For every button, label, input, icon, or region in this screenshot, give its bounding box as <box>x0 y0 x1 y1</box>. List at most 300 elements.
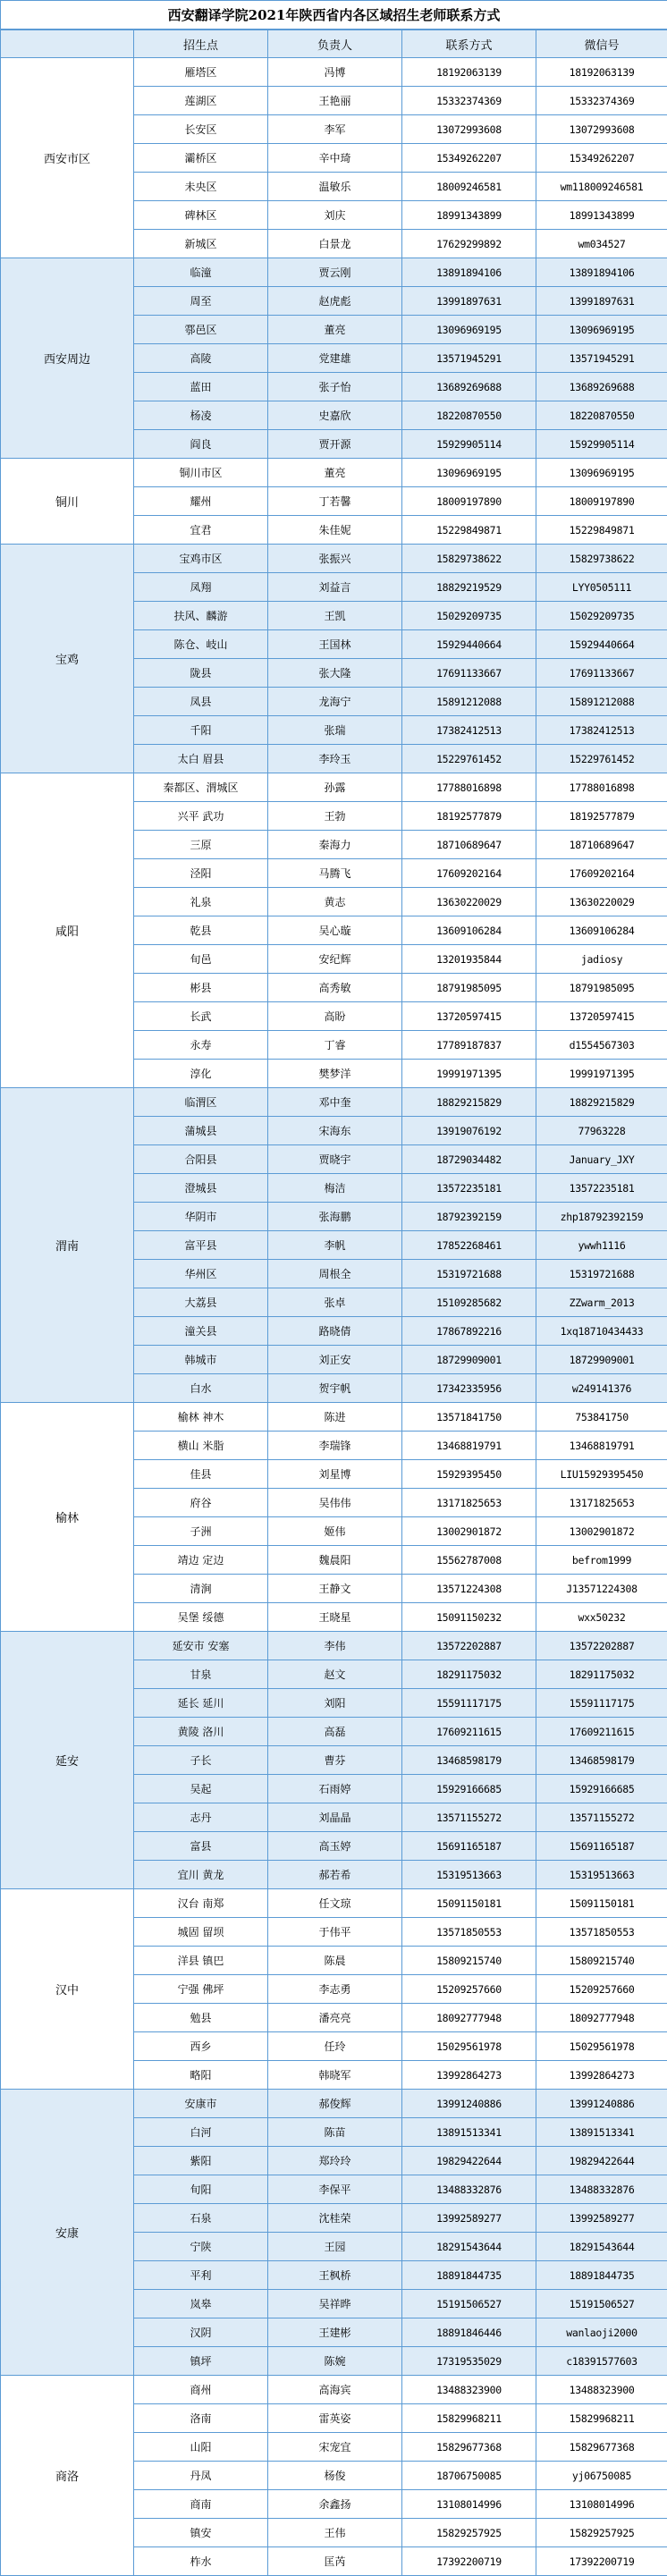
person-cell: 张瑞 <box>268 716 402 745</box>
table-row <box>1 1632 667 1660</box>
location-cell: 秦都区、渭城区 <box>134 773 268 802</box>
phone-cell: 18792392159 <box>402 1203 536 1231</box>
location-cell: 铜川市区 <box>134 459 268 487</box>
person-cell: 辛中琦 <box>268 144 402 173</box>
wechat-cell: 13571850553 <box>536 1918 667 1947</box>
person-cell: 黄志 <box>268 888 402 916</box>
person-cell: 李帆 <box>268 1231 402 1260</box>
location-cell: 未央区 <box>134 173 268 201</box>
wechat-cell: 17392200719 <box>536 2547 667 2576</box>
wechat-cell: 13572235181 <box>536 1174 667 1203</box>
table-row <box>1 459 667 487</box>
location-cell: 岚皋 <box>134 2290 268 2318</box>
phone-cell: 18829219529 <box>402 573 536 602</box>
person-cell: 孙露 <box>268 773 402 802</box>
phone-cell: 15319513663 <box>402 1861 536 1889</box>
person-cell: 王勃 <box>268 802 402 831</box>
phone-cell: 13488323900 <box>402 2376 536 2404</box>
location-cell: 吴堡 绥德 <box>134 1603 268 1632</box>
region-cell: 汉中 <box>1 1889 134 2090</box>
person-cell: 赵文 <box>268 1660 402 1689</box>
location-cell: 横山 米脂 <box>134 1432 268 1460</box>
location-cell: 碑林区 <box>134 201 268 230</box>
person-cell: 任文琼 <box>268 1889 402 1918</box>
location-cell: 陈仓、岐山 <box>134 630 268 659</box>
person-cell: 朱佳妮 <box>268 516 402 545</box>
location-cell: 永寿 <box>134 1031 268 1060</box>
phone-cell: 13720597415 <box>402 1002 536 1031</box>
person-cell: 刘庆 <box>268 201 402 230</box>
wechat-cell: yj06750085 <box>536 2462 667 2490</box>
wechat-cell: ZZwarm_2013 <box>536 1288 667 1317</box>
wechat-cell: 15829257925 <box>536 2519 667 2547</box>
table-row <box>1 2090 667 2118</box>
person-cell: 张海鹏 <box>268 1203 402 1231</box>
wechat-cell: 13991897631 <box>536 287 667 316</box>
phone-cell: 15209257660 <box>402 1975 536 2004</box>
header-region <box>1 30 134 58</box>
phone-cell: 19991971395 <box>402 1060 536 1088</box>
phone-cell: 13571945291 <box>402 344 536 373</box>
wechat-cell: wm118009246581 <box>536 173 667 201</box>
wechat-cell: 15319513663 <box>536 1861 667 1889</box>
wechat-cell: 18291543644 <box>536 2233 667 2261</box>
person-cell: 宋海东 <box>268 1117 402 1145</box>
wechat-cell: zhp18792392159 <box>536 1203 667 1231</box>
person-cell: 潘亮亮 <box>268 2004 402 2032</box>
phone-cell: 13571841750 <box>402 1403 536 1432</box>
location-cell: 安康市 <box>134 2090 268 2118</box>
phone-cell: 15829257925 <box>402 2519 536 2547</box>
location-cell: 华州区 <box>134 1260 268 1288</box>
phone-cell: 17382412513 <box>402 716 536 745</box>
header-person: 负责人 <box>268 30 402 58</box>
wechat-cell: 17609211615 <box>536 1718 667 1746</box>
person-cell: 丁若馨 <box>268 487 402 516</box>
phone-cell: 13108014996 <box>402 2490 536 2519</box>
location-cell: 镇坪 <box>134 2347 268 2376</box>
wechat-cell: 13108014996 <box>536 2490 667 2519</box>
location-cell: 汉阴 <box>134 2318 268 2347</box>
person-cell: 王凯 <box>268 602 402 630</box>
person-cell: 赵虎彪 <box>268 287 402 316</box>
person-cell: 丁睿 <box>268 1031 402 1060</box>
phone-cell: 17789187837 <box>402 1031 536 1060</box>
wechat-cell: January_JXY <box>536 1145 667 1174</box>
person-cell: 秦海力 <box>268 831 402 859</box>
wechat-cell: w249141376 <box>536 1374 667 1403</box>
person-cell: 刘阳 <box>268 1689 402 1718</box>
location-cell: 清涧 <box>134 1575 268 1603</box>
phone-cell: 15349262207 <box>402 144 536 173</box>
phone-cell: 13468819791 <box>402 1432 536 1460</box>
phone-cell: 18291543644 <box>402 2233 536 2261</box>
phone-cell: 13571850553 <box>402 1918 536 1947</box>
phone-cell: 17609202164 <box>402 859 536 888</box>
phone-cell: 18891846446 <box>402 2318 536 2347</box>
person-cell: 匡芮 <box>268 2547 402 2576</box>
person-cell: 郝俊辉 <box>268 2090 402 2118</box>
location-cell: 合阳县 <box>134 1145 268 1174</box>
table-row <box>1 1889 667 1918</box>
wechat-cell: wm034527 <box>536 230 667 258</box>
wechat-cell: 15332374369 <box>536 87 667 115</box>
phone-cell: 13571155272 <box>402 1803 536 1832</box>
location-cell: 韩城市 <box>134 1346 268 1374</box>
location-cell: 镇安 <box>134 2519 268 2547</box>
wechat-cell: 15891212088 <box>536 688 667 716</box>
person-cell: 高秀敏 <box>268 974 402 1002</box>
phone-cell: 13201935844 <box>402 945 536 974</box>
location-cell: 宁强 佛坪 <box>134 1975 268 2004</box>
location-cell: 宝鸡市区 <box>134 545 268 573</box>
wechat-cell: 18220870550 <box>536 401 667 430</box>
person-cell: 陈婉 <box>268 2347 402 2376</box>
person-cell: 高盼 <box>268 1002 402 1031</box>
wechat-cell: 15229761452 <box>536 745 667 773</box>
phone-cell: 13992589277 <box>402 2204 536 2233</box>
wechat-cell: 17788016898 <box>536 773 667 802</box>
person-cell: 沈桂荣 <box>268 2204 402 2233</box>
location-cell: 洋县 镇巴 <box>134 1947 268 1975</box>
wechat-cell: 18710689647 <box>536 831 667 859</box>
location-cell: 平利 <box>134 2261 268 2290</box>
person-cell: 李伟 <box>268 1632 402 1660</box>
phone-cell: 15929166685 <box>402 1775 536 1803</box>
location-cell: 临渭区 <box>134 1088 268 1117</box>
person-cell: 周根全 <box>268 1260 402 1288</box>
person-cell: 陈苗 <box>268 2118 402 2147</box>
wechat-cell: 13468598179 <box>536 1746 667 1775</box>
phone-cell: 13991897631 <box>402 287 536 316</box>
location-cell: 耀州 <box>134 487 268 516</box>
wechat-cell: 13991240886 <box>536 2090 667 2118</box>
wechat-cell: 13571155272 <box>536 1803 667 1832</box>
location-cell: 西乡 <box>134 2032 268 2061</box>
person-cell: 于伟平 <box>268 1918 402 1947</box>
wechat-cell: 15829738622 <box>536 545 667 573</box>
wechat-cell: 15029209735 <box>536 602 667 630</box>
location-cell: 丹凤 <box>134 2462 268 2490</box>
location-cell: 莲湖区 <box>134 87 268 115</box>
location-cell: 阎良 <box>134 430 268 459</box>
table-row <box>1 1403 667 1432</box>
phone-cell: 18009246581 <box>402 173 536 201</box>
wechat-cell: 18729909001 <box>536 1346 667 1374</box>
wechat-cell: 15591117175 <box>536 1689 667 1718</box>
phone-cell: 17319535029 <box>402 2347 536 2376</box>
location-cell: 富县 <box>134 1832 268 1861</box>
wechat-cell: 19991971395 <box>536 1060 667 1088</box>
person-cell: 党建雄 <box>268 344 402 373</box>
phone-cell: 13488332876 <box>402 2175 536 2204</box>
phone-cell: 15929395450 <box>402 1460 536 1489</box>
person-cell: 李保平 <box>268 2175 402 2204</box>
wechat-cell: LIU15929395450 <box>536 1460 667 1489</box>
person-cell: 吴心璇 <box>268 916 402 945</box>
person-cell: 李玲玉 <box>268 745 402 773</box>
person-cell: 张卓 <box>268 1288 402 1317</box>
wechat-cell: 753841750 <box>536 1403 667 1432</box>
wechat-cell: befrom1999 <box>536 1546 667 1575</box>
person-cell: 刘正安 <box>268 1346 402 1374</box>
wechat-cell: 15349262207 <box>536 144 667 173</box>
phone-cell: 18092777948 <box>402 2004 536 2032</box>
phone-cell: 15229761452 <box>402 745 536 773</box>
wechat-cell: 15809215740 <box>536 1947 667 1975</box>
wechat-cell: 13096969195 <box>536 459 667 487</box>
phone-cell: 13468598179 <box>402 1746 536 1775</box>
person-cell: 张大隆 <box>268 659 402 688</box>
location-cell: 勉县 <box>134 2004 268 2032</box>
person-cell: 梅洁 <box>268 1174 402 1203</box>
wechat-cell: 13572202887 <box>536 1632 667 1660</box>
person-cell: 高玉婷 <box>268 1832 402 1861</box>
wechat-cell: 13002901872 <box>536 1517 667 1546</box>
region-cell: 咸阳 <box>1 773 134 1088</box>
phone-cell: 15829738622 <box>402 545 536 573</box>
phone-cell: 18991343899 <box>402 201 536 230</box>
person-cell: 石雨婷 <box>268 1775 402 1803</box>
location-cell: 黄陵 洛川 <box>134 1718 268 1746</box>
person-cell: 安纪辉 <box>268 945 402 974</box>
wechat-cell: 13630220029 <box>536 888 667 916</box>
phone-cell: 15109285682 <box>402 1288 536 1317</box>
wechat-cell: 17382412513 <box>536 716 667 745</box>
phone-cell: 15562787008 <box>402 1546 536 1575</box>
person-cell: 吴伟伟 <box>268 1489 402 1517</box>
location-cell: 长武 <box>134 1002 268 1031</box>
phone-cell: 13991240886 <box>402 2090 536 2118</box>
person-cell: 温敏乐 <box>268 173 402 201</box>
phone-cell: 13689269688 <box>402 373 536 401</box>
phone-cell: 15829968211 <box>402 2404 536 2433</box>
wechat-cell: wxx50232 <box>536 1603 667 1632</box>
person-cell: 张振兴 <box>268 545 402 573</box>
phone-cell: 15691165187 <box>402 1832 536 1861</box>
person-cell: 路晓倩 <box>268 1317 402 1346</box>
location-cell: 兴平 武功 <box>134 802 268 831</box>
person-cell: 张子怡 <box>268 373 402 401</box>
location-cell: 商州 <box>134 2376 268 2404</box>
wechat-cell: 13571945291 <box>536 344 667 373</box>
phone-cell: 15591117175 <box>402 1689 536 1718</box>
wechat-cell: wanlaoji2000 <box>536 2318 667 2347</box>
phone-cell: 13919076192 <box>402 1117 536 1145</box>
person-cell: 王伟 <box>268 2519 402 2547</box>
location-cell: 城固 留坝 <box>134 1918 268 1947</box>
phone-cell: 13630220029 <box>402 888 536 916</box>
person-cell: 贾晓宇 <box>268 1145 402 1174</box>
phone-cell: 17629299892 <box>402 230 536 258</box>
wechat-cell: 13992864273 <box>536 2061 667 2090</box>
person-cell: 魏晨阳 <box>268 1546 402 1575</box>
location-cell: 汉台 南郑 <box>134 1889 268 1918</box>
location-cell: 延安市 安塞 <box>134 1632 268 1660</box>
person-cell: 李军 <box>268 115 402 144</box>
location-cell: 大荔县 <box>134 1288 268 1317</box>
location-cell: 鄠邑区 <box>134 316 268 344</box>
wechat-cell: jadiosy <box>536 945 667 974</box>
wechat-cell: 18991343899 <box>536 201 667 230</box>
person-cell: 韩晓军 <box>268 2061 402 2090</box>
person-cell: 樊梦洋 <box>268 1060 402 1088</box>
header-wechat: 微信号 <box>536 30 667 58</box>
phone-cell: 15229849871 <box>402 516 536 545</box>
phone-cell: 18729034482 <box>402 1145 536 1174</box>
location-cell: 柞水 <box>134 2547 268 2576</box>
wechat-cell: 15191506527 <box>536 2290 667 2318</box>
wechat-cell: 18009197890 <box>536 487 667 516</box>
wechat-cell: 13468819791 <box>536 1432 667 1460</box>
person-cell: 雷英姿 <box>268 2404 402 2433</box>
table-row <box>1 2376 667 2404</box>
location-cell: 灞桥区 <box>134 144 268 173</box>
header-location: 招生点 <box>134 30 268 58</box>
person-cell: 曹芬 <box>268 1746 402 1775</box>
wechat-cell: 13891513341 <box>536 2118 667 2147</box>
phone-cell: 15929440664 <box>402 630 536 659</box>
location-cell: 商南 <box>134 2490 268 2519</box>
location-cell: 周至 <box>134 287 268 316</box>
person-cell: 冯博 <box>268 58 402 87</box>
phone-cell: 13571224308 <box>402 1575 536 1603</box>
table-row <box>1 58 667 87</box>
phone-cell: 15829677368 <box>402 2433 536 2462</box>
person-cell: 李志勇 <box>268 1975 402 2004</box>
location-cell: 榆林 神木 <box>134 1403 268 1432</box>
person-cell: 王建彬 <box>268 2318 402 2347</box>
location-cell: 佳县 <box>134 1460 268 1489</box>
person-cell: 刘益言 <box>268 573 402 602</box>
location-cell: 淳化 <box>134 1060 268 1088</box>
wechat-cell: 15319721688 <box>536 1260 667 1288</box>
phone-cell: 13609106284 <box>402 916 536 945</box>
location-cell: 泾阳 <box>134 859 268 888</box>
wechat-cell: 15929440664 <box>536 630 667 659</box>
phone-cell: 15319721688 <box>402 1260 536 1288</box>
person-cell: 杨俊 <box>268 2462 402 2490</box>
location-cell: 新城区 <box>134 230 268 258</box>
phone-cell: 13096969195 <box>402 316 536 344</box>
location-cell: 旬邑 <box>134 945 268 974</box>
person-cell: 陈进 <box>268 1403 402 1432</box>
person-cell: 王静文 <box>268 1575 402 1603</box>
wechat-cell: 15829677368 <box>536 2433 667 2462</box>
person-cell: 姬伟 <box>268 1517 402 1546</box>
phone-cell: 13002901872 <box>402 1517 536 1546</box>
wechat-cell: 18291175032 <box>536 1660 667 1689</box>
table-body <box>1 58 667 2576</box>
person-cell: 史嘉欣 <box>268 401 402 430</box>
wechat-cell: 13488332876 <box>536 2175 667 2204</box>
region-cell: 延安 <box>1 1632 134 1889</box>
person-cell: 董亮 <box>268 459 402 487</box>
page-title: 西安翻译学院2021年陕西省内各区域招生老师联系方式 <box>1 1 667 30</box>
person-cell: 白景龙 <box>268 230 402 258</box>
location-cell: 旬阳 <box>134 2175 268 2204</box>
phone-cell: 18891844735 <box>402 2261 536 2290</box>
phone-cell: 15029209735 <box>402 602 536 630</box>
wechat-cell: 15209257660 <box>536 1975 667 2004</box>
wechat-cell: 15029561978 <box>536 2032 667 2061</box>
location-cell: 富平县 <box>134 1231 268 1260</box>
wechat-cell: 15929905114 <box>536 430 667 459</box>
region-cell: 商洛 <box>1 2376 134 2576</box>
wechat-cell: 13891894106 <box>536 258 667 287</box>
person-cell: 贾云刚 <box>268 258 402 287</box>
phone-cell: 17867892216 <box>402 1317 536 1346</box>
wechat-cell: 18192577879 <box>536 802 667 831</box>
wechat-cell: 15929166685 <box>536 1775 667 1803</box>
person-cell: 王枫桥 <box>268 2261 402 2290</box>
person-cell: 王国林 <box>268 630 402 659</box>
phone-cell: 18192063139 <box>402 58 536 87</box>
location-cell: 略阳 <box>134 2061 268 2090</box>
location-cell: 凤翔 <box>134 573 268 602</box>
location-cell: 太白 眉县 <box>134 745 268 773</box>
wechat-cell: 13171825653 <box>536 1489 667 1517</box>
location-cell: 宁陕 <box>134 2233 268 2261</box>
location-cell: 扶风、麟游 <box>134 602 268 630</box>
location-cell: 甘泉 <box>134 1660 268 1689</box>
table-row <box>1 258 667 287</box>
wechat-cell: 13609106284 <box>536 916 667 945</box>
person-cell: 宋宠宜 <box>268 2433 402 2462</box>
phone-cell: 18009197890 <box>402 487 536 516</box>
location-cell: 宜君 <box>134 516 268 545</box>
person-cell: 董亮 <box>268 316 402 344</box>
location-cell: 彬县 <box>134 974 268 1002</box>
person-cell: 贺宇帆 <box>268 1374 402 1403</box>
phone-cell: 18706750085 <box>402 2462 536 2490</box>
phone-cell: 13096969195 <box>402 459 536 487</box>
phone-cell: 17609211615 <box>402 1718 536 1746</box>
location-cell: 志丹 <box>134 1803 268 1832</box>
region-cell: 安康 <box>1 2090 134 2376</box>
phone-cell: 15332374369 <box>402 87 536 115</box>
location-cell: 子长 <box>134 1746 268 1775</box>
location-cell: 华阴市 <box>134 1203 268 1231</box>
location-cell: 延长 延川 <box>134 1689 268 1718</box>
wechat-cell: 13096969195 <box>536 316 667 344</box>
wechat-cell: 18891844735 <box>536 2261 667 2290</box>
phone-cell: 13072993608 <box>402 115 536 144</box>
wechat-cell: 18192063139 <box>536 58 667 87</box>
phone-cell: 15029561978 <box>402 2032 536 2061</box>
person-cell: 余鑫扬 <box>268 2490 402 2519</box>
location-cell: 吴起 <box>134 1775 268 1803</box>
person-cell: 王艳丽 <box>268 87 402 115</box>
phone-cell: 15091150232 <box>402 1603 536 1632</box>
location-cell: 紫阳 <box>134 2147 268 2175</box>
phone-cell: 15191506527 <box>402 2290 536 2318</box>
phone-cell: 13891513341 <box>402 2118 536 2147</box>
header-phone: 联系方式 <box>402 30 536 58</box>
wechat-cell: 18829215829 <box>536 1088 667 1117</box>
phone-cell: 19829422644 <box>402 2147 536 2175</box>
region-cell: 渭南 <box>1 1088 134 1403</box>
phone-cell: 18220870550 <box>402 401 536 430</box>
location-cell: 凤县 <box>134 688 268 716</box>
phone-cell: 17788016898 <box>402 773 536 802</box>
person-cell: 龙海宁 <box>268 688 402 716</box>
person-cell: 郑玲玲 <box>268 2147 402 2175</box>
wechat-cell: 13072993608 <box>536 115 667 144</box>
wechat-cell: 13488323900 <box>536 2376 667 2404</box>
location-cell: 乾县 <box>134 916 268 945</box>
wechat-cell: d1554567303 <box>536 1031 667 1060</box>
